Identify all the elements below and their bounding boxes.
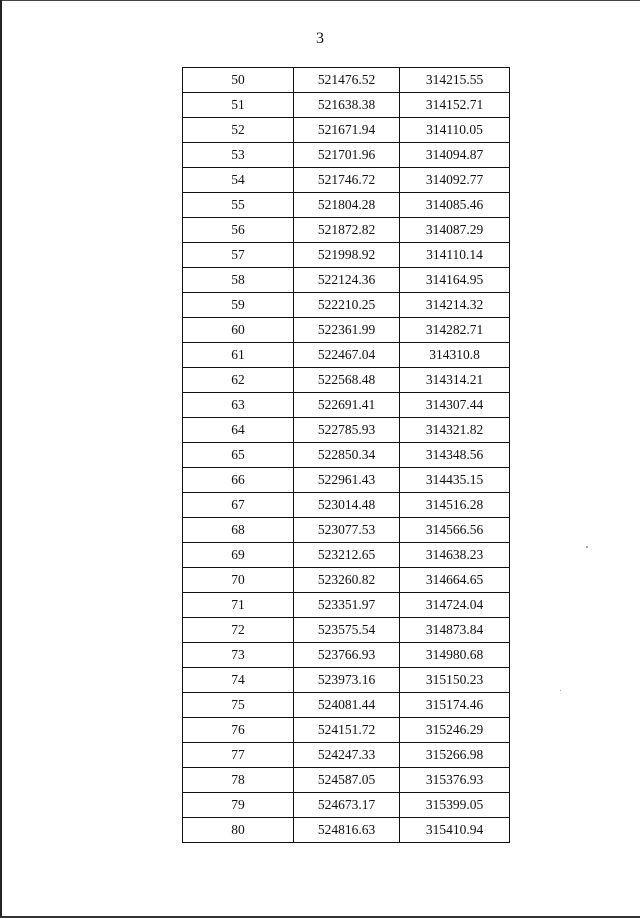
- x-coordinate-cell: 522210.25: [294, 293, 400, 318]
- point-number-cell: 65: [183, 443, 294, 468]
- table-row: [183, 543, 510, 568]
- y-coordinate-cell: 314282.71: [400, 318, 510, 343]
- page-edge-top: [0, 0, 640, 1]
- x-coordinate-cell: 521671.94: [294, 118, 400, 143]
- y-coordinate-cell: 314085.46: [400, 193, 510, 218]
- table-row: [183, 693, 510, 718]
- x-coordinate-cell: 522691.41: [294, 393, 400, 418]
- point-number-cell: 53: [183, 143, 294, 168]
- table-row: [183, 318, 510, 343]
- table-row: [183, 643, 510, 668]
- table-row: [183, 143, 510, 168]
- point-number-cell: 60: [183, 318, 294, 343]
- y-coordinate-cell: 314092.77: [400, 168, 510, 193]
- y-coordinate-cell: 314724.04: [400, 593, 510, 618]
- x-coordinate-cell: 522850.34: [294, 443, 400, 468]
- scan-speck: [560, 690, 561, 691]
- table-row: [183, 718, 510, 743]
- x-coordinate-cell: 523351.97: [294, 593, 400, 618]
- point-number-cell: 69: [183, 543, 294, 568]
- point-number-cell: 72: [183, 618, 294, 643]
- point-number-cell: 76: [183, 718, 294, 743]
- x-coordinate-cell: 524673.17: [294, 793, 400, 818]
- table-row: [183, 418, 510, 443]
- y-coordinate-cell: 314215.55: [400, 68, 510, 93]
- y-coordinate-cell: 315376.93: [400, 768, 510, 793]
- point-number-cell: 75: [183, 693, 294, 718]
- y-coordinate-cell: 314110.14: [400, 243, 510, 268]
- point-number-cell: 68: [183, 518, 294, 543]
- table-row: [183, 443, 510, 468]
- point-number-cell: 64: [183, 418, 294, 443]
- point-number-cell: 51: [183, 93, 294, 118]
- point-number-cell: 79: [183, 793, 294, 818]
- page-edge-left: [0, 0, 2, 918]
- y-coordinate-cell: 314307.44: [400, 393, 510, 418]
- x-coordinate-cell: 524151.72: [294, 718, 400, 743]
- y-coordinate-cell: 315150.23: [400, 668, 510, 693]
- x-coordinate-cell: 524081.44: [294, 693, 400, 718]
- point-number-cell: 80: [183, 818, 294, 843]
- point-number-cell: 59: [183, 293, 294, 318]
- table-row: [183, 293, 510, 318]
- table-row: [183, 68, 510, 93]
- table-row: [183, 493, 510, 518]
- point-number-cell: 73: [183, 643, 294, 668]
- table-row: [183, 818, 510, 843]
- x-coordinate-cell: 524247.33: [294, 743, 400, 768]
- point-number-cell: 63: [183, 393, 294, 418]
- table-row: [183, 193, 510, 218]
- table-row: [183, 743, 510, 768]
- y-coordinate-cell: 314566.56: [400, 518, 510, 543]
- y-coordinate-cell: 314638.23: [400, 543, 510, 568]
- x-coordinate-cell: 523973.16: [294, 668, 400, 693]
- x-coordinate-cell: 521998.92: [294, 243, 400, 268]
- point-number-cell: 70: [183, 568, 294, 593]
- y-coordinate-cell: 314664.65: [400, 568, 510, 593]
- y-coordinate-cell: 314435.15: [400, 468, 510, 493]
- y-coordinate-cell: 314314.21: [400, 368, 510, 393]
- point-number-cell: 71: [183, 593, 294, 618]
- y-coordinate-cell: 315266.98: [400, 743, 510, 768]
- x-coordinate-cell: 521746.72: [294, 168, 400, 193]
- x-coordinate-cell: 522361.99: [294, 318, 400, 343]
- x-coordinate-cell: 523212.65: [294, 543, 400, 568]
- table-row: [183, 218, 510, 243]
- point-number-cell: 62: [183, 368, 294, 393]
- table-row: [183, 368, 510, 393]
- point-number-cell: 50: [183, 68, 294, 93]
- y-coordinate-cell: 314310.8: [400, 343, 510, 368]
- x-coordinate-cell: 523766.93: [294, 643, 400, 668]
- x-coordinate-cell: 521701.96: [294, 143, 400, 168]
- point-number-cell: 52: [183, 118, 294, 143]
- x-coordinate-cell: 522124.36: [294, 268, 400, 293]
- point-number-cell: 58: [183, 268, 294, 293]
- point-number-cell: 77: [183, 743, 294, 768]
- table-row: [183, 668, 510, 693]
- table-row: [183, 168, 510, 193]
- y-coordinate-cell: 314980.68: [400, 643, 510, 668]
- table-row: [183, 593, 510, 618]
- y-coordinate-cell: 315410.94: [400, 818, 510, 843]
- point-number-cell: 74: [183, 668, 294, 693]
- table-row: [183, 393, 510, 418]
- x-coordinate-cell: 521476.52: [294, 68, 400, 93]
- x-coordinate-cell: 522568.48: [294, 368, 400, 393]
- point-number-cell: 78: [183, 768, 294, 793]
- table-row: [183, 468, 510, 493]
- table-row: [183, 343, 510, 368]
- y-coordinate-cell: 314152.71: [400, 93, 510, 118]
- table-row: [183, 518, 510, 543]
- y-coordinate-cell: 315399.05: [400, 793, 510, 818]
- x-coordinate-cell: 524816.63: [294, 818, 400, 843]
- x-coordinate-cell: 522467.04: [294, 343, 400, 368]
- x-coordinate-cell: 521638.38: [294, 93, 400, 118]
- y-coordinate-cell: 314516.28: [400, 493, 510, 518]
- x-coordinate-cell: 523077.53: [294, 518, 400, 543]
- point-number-cell: 56: [183, 218, 294, 243]
- x-coordinate-cell: 522961.43: [294, 468, 400, 493]
- point-number-cell: 67: [183, 493, 294, 518]
- y-coordinate-cell: 314110.05: [400, 118, 510, 143]
- page-number: 3: [316, 30, 324, 47]
- y-coordinate-cell: 314321.82: [400, 418, 510, 443]
- y-coordinate-cell: 314164.95: [400, 268, 510, 293]
- y-coordinate-cell: 315174.46: [400, 693, 510, 718]
- table-row: [183, 93, 510, 118]
- coordinates-table-body: [183, 68, 510, 843]
- x-coordinate-cell: 521804.28: [294, 193, 400, 218]
- coordinates-table: [182, 67, 510, 843]
- point-number-cell: 66: [183, 468, 294, 493]
- table-row: [183, 793, 510, 818]
- x-coordinate-cell: 523014.48: [294, 493, 400, 518]
- x-coordinate-cell: 521872.82: [294, 218, 400, 243]
- x-coordinate-cell: 523575.54: [294, 618, 400, 643]
- point-number-cell: 55: [183, 193, 294, 218]
- point-number-cell: 54: [183, 168, 294, 193]
- point-number-cell: 57: [183, 243, 294, 268]
- point-number-cell: 61: [183, 343, 294, 368]
- y-coordinate-cell: 314094.87: [400, 143, 510, 168]
- x-coordinate-cell: 523260.82: [294, 568, 400, 593]
- table-row: [183, 268, 510, 293]
- table-row: [183, 618, 510, 643]
- x-coordinate-cell: 522785.93: [294, 418, 400, 443]
- table-row: [183, 243, 510, 268]
- y-coordinate-cell: 314873.84: [400, 618, 510, 643]
- y-coordinate-cell: 314214.32: [400, 293, 510, 318]
- x-coordinate-cell: 524587.05: [294, 768, 400, 793]
- scan-speck: [586, 546, 588, 548]
- table-row: [183, 768, 510, 793]
- table-row: [183, 118, 510, 143]
- y-coordinate-cell: 314087.29: [400, 218, 510, 243]
- table-row: [183, 568, 510, 593]
- y-coordinate-cell: 314348.56: [400, 443, 510, 468]
- y-coordinate-cell: 315246.29: [400, 718, 510, 743]
